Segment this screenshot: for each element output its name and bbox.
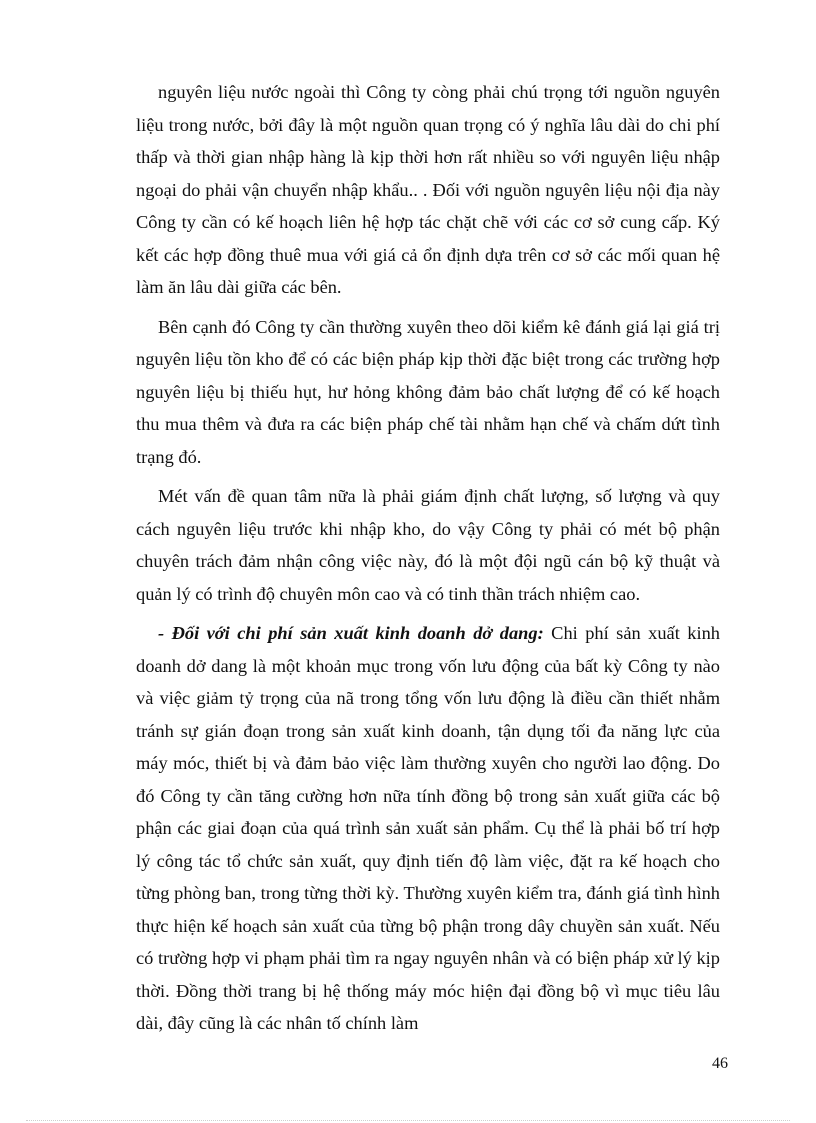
wip-body: Chi phí sản xuất kinh doanh dở dang là một khoản mục trong vốn lưu động của bất kỳ Công ty nào và việc giảm tỷ trọng của nã trong tổng vốn lưu động là điều cần thiết nhằm tránh sự gián đoạn trong sản xuất kinh doanh, tận dụng tối đa năng lực của máy móc, thiết bị và đảm bảo việc làm thường xuyên cho người lao động. Do đó Công ty cần tăng cường hơn nữa tính đồng bộ trong sản xuất giữa các bộ phận các giai đoạn của quá trình sản xuất sản phẩm. Cụ thể là phải bố trí hợp lý công tác tổ chức sản xuất, quy định tiến độ làm việc, đặt ra kế hoạch cho từng phòng ban, trong từng thời kỳ. Thường xuyên kiểm tra, đánh giá tình hình thực hiện kế hoạch sản xuất của từng bộ phận trong dây chuyền sản xuất. Nếu có trường hợp vi phạm phải tìm ra ngay nguyên nhân và có biện pháp xử lý kịp thời. Đồng thời trang bị hệ thống máy móc hiện đại đồng bộ vì mục tiêu lâu dài, đây cũng là các nhân tố chính làm: [136, 623, 720, 1033]
paragraph-work-in-progress: [136, 617, 720, 1040]
page-bottom-divider: [26, 1120, 790, 1121]
paragraph-quality-inspection: Mét vấn đề quan tâm nữa là phải giám định chất lượng, số lượng và quy cách nguyên liệu trước khi nhập kho, do vậy Công ty phải có mét bộ phận chuyên trách đảm nhận công việc này, đó là một đội ngũ cán bộ kỹ thuật và quản lý có trình độ chuyên môn cao và có tinh thần trách nhiệm cao.: [136, 486, 720, 604]
wip-heading: - Đối với chi phí sản xuất kinh doanh dở dang:: [158, 623, 544, 643]
paragraph-raw-material-sources: nguyên liệu nước ngoài thì Công ty còng phải chú trọng tới nguồn nguyên liệu trong nước, bởi đây là một nguồn quan trọng có ý nghĩa lâu dài do chi phí thấp và thời gian nhập hàng là kịp thời hơn rất nhiều so với nguyên liệu nhập ngoại do phải vận chuyển nhập khẩu.. . Đối với nguồn nguyên liệu nội địa này Công ty cần có kế hoạch liên hệ hợp tác chặt chẽ với các cơ sở cung cấp. Ký kết các hợp đồng thuê mua với giá cả ổn định dựa trên cơ sở các mối quan hệ làm ăn lâu dài giữa các bên.: [136, 82, 720, 297]
paragraph-inventory-monitoring: Bên cạnh đó Công ty cần thường xuyên theo dõi kiểm kê đánh giá lại giá trị nguyên liệu tồn kho để có các biện pháp kịp thời đặc biệt trong các trường hợp nguyên liệu bị thiếu hụt, hư hỏng không đảm bảo chất lượng để có kế hoạch thu mua thêm và đưa ra các biện pháp chế tài nhằm hạn chế và chấm dứt tình trạng đó.: [136, 316, 720, 467]
document-body: [136, 76, 720, 1040]
page-number: 46: [712, 1055, 728, 1072]
